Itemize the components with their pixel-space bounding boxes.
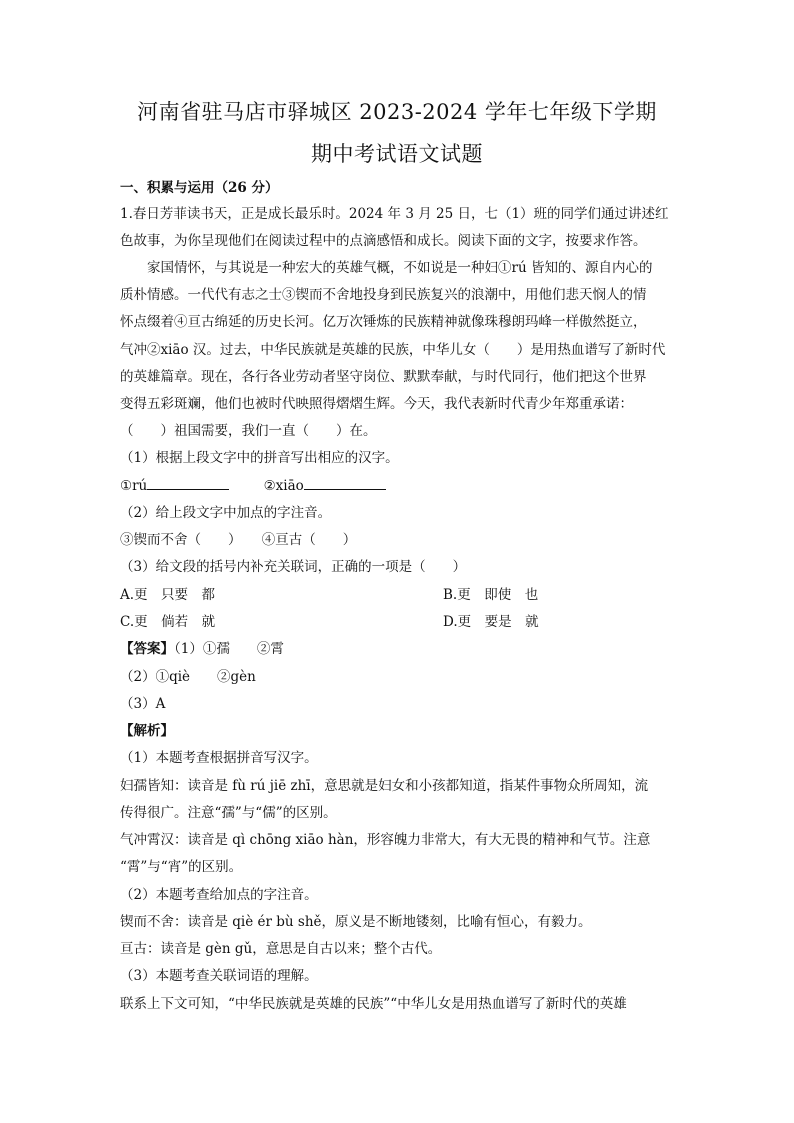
analysis-line: 联系上下文可知，“中华民族就是英雄的民族”“中华儿女是用热血谱写了新时代的英雄 bbox=[120, 996, 627, 1012]
option-d: D.更 要是 就 bbox=[443, 614, 539, 630]
answer-2: （2）①qiè ②gèn bbox=[120, 669, 256, 685]
blank1-line[interactable] bbox=[147, 476, 229, 490]
section-heading: 一、积累与运用（26 分） bbox=[120, 180, 279, 196]
blank2-line[interactable] bbox=[304, 476, 386, 490]
sub-question-2-items: ③锲而不舍（ ） ④亘古（ ） bbox=[120, 532, 357, 548]
analysis-line: 亘古：读音是 gèn gǔ，意思是自古以来；整个古代。 bbox=[120, 941, 442, 957]
document-title-line2: 期中考试语文试题 bbox=[311, 142, 483, 166]
analysis-label: 【解析】 bbox=[120, 723, 174, 739]
sub-question-3: （3）给文段的括号内补充关联词，正确的一项是（ ） bbox=[120, 559, 467, 575]
option-a: A.更 只要 都 bbox=[120, 587, 216, 603]
blank-answers-row bbox=[120, 476, 680, 496]
blank1-label: ①rú bbox=[120, 478, 148, 494]
answer-3: （3）A bbox=[120, 696, 166, 712]
answer-1: （1）①孺 ②霄 bbox=[174, 641, 284, 657]
answer-label: 【答案】 bbox=[120, 641, 174, 657]
passage-line: （ ）祖国需要，我们一直（ ）在。 bbox=[120, 423, 377, 439]
analysis-line: 锲而不舍：读音是 qiè ér bù shě，原义是不断地镂刻，比喻有恒心，有毅力。 bbox=[120, 914, 592, 930]
passage-line: 的英雄篇章。现在，各行各业劳动者坚守岗位、默默奉献，与时代同行，他们把这个世界 bbox=[120, 369, 647, 385]
analysis-line: 妇孺皆知：读音是 fù rú jiē zhī，意思就是妇女和小孩都知道，指某件事物众所周知，流 bbox=[120, 778, 649, 794]
analysis-line: （3）本题考查关联词语的理解。 bbox=[120, 968, 318, 984]
option-c: C.更 倘若 就 bbox=[120, 614, 216, 630]
analysis-line: （1）本题考查根据拼音写汉字。 bbox=[120, 750, 318, 766]
blank2-label: ②xiāo bbox=[263, 478, 304, 494]
passage-line: 质朴情感。一代代有志之士③锲而不舍地投身到民族复兴的浪潮中，用他们悲天悯人的情 bbox=[120, 287, 647, 303]
analysis-line: “霄”与“宵”的区别。 bbox=[120, 859, 243, 875]
passage-line: 气冲②xiāo 汉。过去，中华民族就是英雄的民族，中华儿女（ ）是用热血谱写了新时代 bbox=[120, 342, 666, 358]
option-b: B.更 即使 也 bbox=[443, 587, 539, 603]
answer-row-1 bbox=[120, 639, 680, 659]
analysis-line: 传得很广。注意“孺”与“儒”的区别。 bbox=[120, 805, 337, 821]
question-intro-line2: 色故事，为你呈现他们在阅读过程中的点滴感悟和成长。阅读下面的文字，按要求作答。 bbox=[120, 233, 647, 249]
question-intro-line1: 1.春日芳菲读书天，正是成长最乐时。2024 年 3 月 25 日，七（1）班的同学们通过讲述红 bbox=[120, 206, 669, 222]
passage-line: 家国情怀，与其说是一种宏大的英雄气概，不如说是一种妇①rú 皆知的、源自内心的 bbox=[147, 260, 653, 276]
sub-question-1: （1）根据上段文字中的拼音写出相应的汉字。 bbox=[120, 450, 399, 466]
passage-line: 怀点缀着④亘古绵延的历史长河。亿万次锤炼的民族精神就像珠穆朗玛峰一样傲然挺立， bbox=[120, 314, 647, 330]
analysis-line: 气冲霄汉：读音是 qì chōng xiāo hàn，形容魄力非常大，有大无畏的精神和气节。注意 bbox=[120, 832, 651, 848]
analysis-line: （2）本题考查给加点的字注音。 bbox=[120, 887, 318, 903]
passage-line: 变得五彩斑斓，他们也被时代映照得熠熠生辉。今天，我代表新时代青少年郑重承诺： bbox=[120, 396, 633, 412]
document-title-line1: 河南省驻马店市驿城区 2023-2024 学年七年级下学期 bbox=[137, 100, 657, 124]
sub-question-2: （2）给上段文字中加点的字注音。 bbox=[120, 505, 332, 521]
